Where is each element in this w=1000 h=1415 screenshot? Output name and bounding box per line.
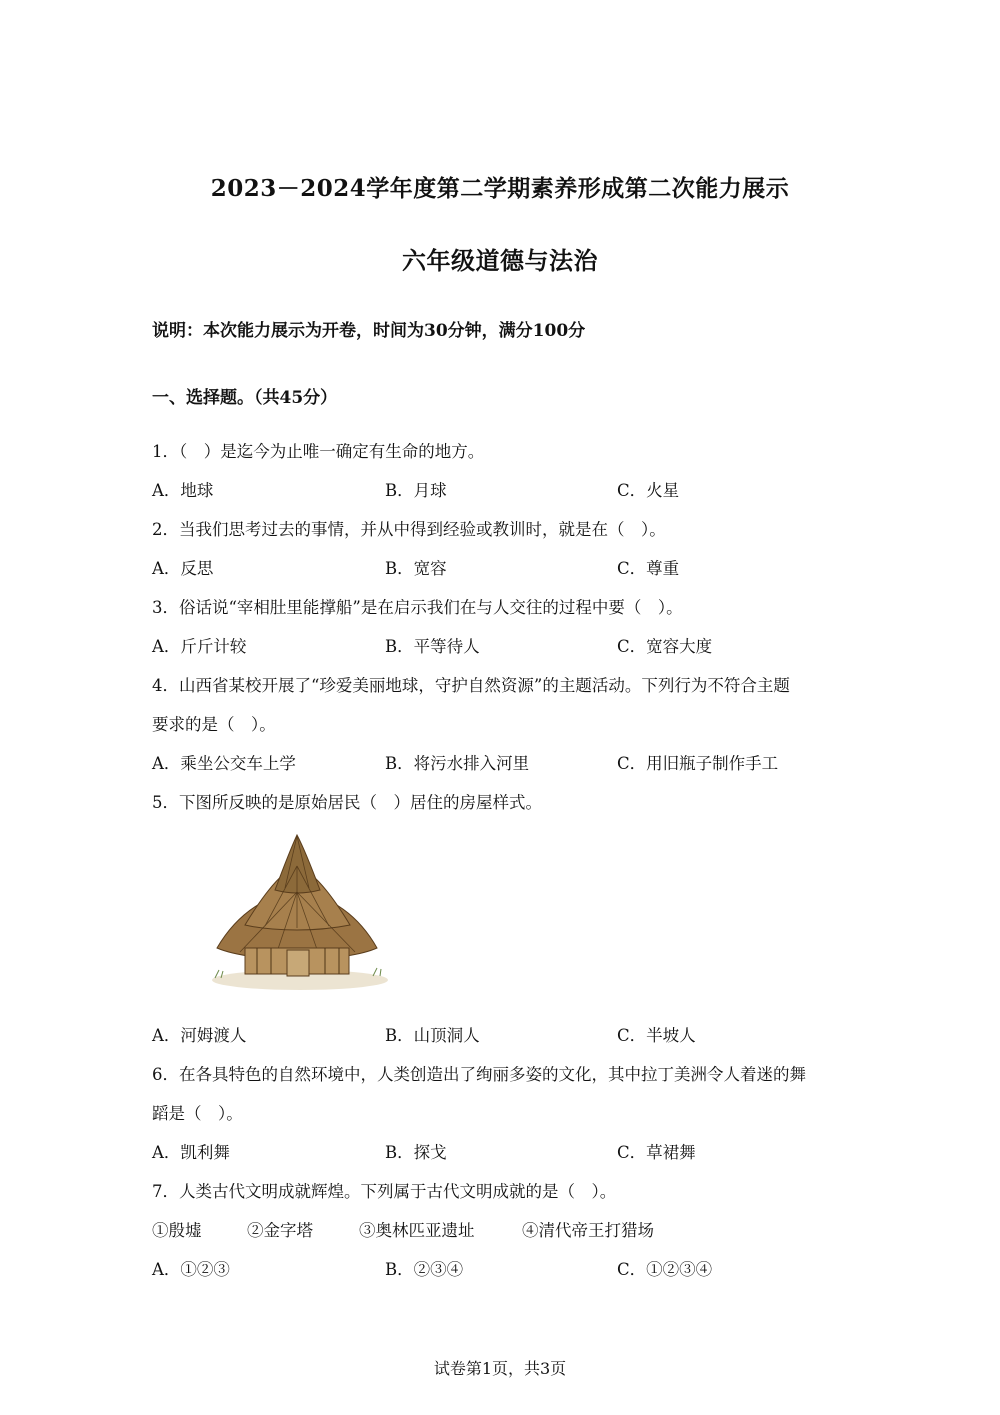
page-footer: 试卷第1页，共3页: [433, 1359, 567, 1378]
question-5-stem: 5．下图所反映的是原始居民（ ）居住的房屋样式。: [152, 793, 542, 812]
question-7-item-4: ④清代帝王打猎场: [522, 1221, 654, 1240]
question-6-option-b: B．探戈: [385, 1143, 447, 1162]
question-2-option-b: B．宽容: [385, 559, 447, 578]
question-7-option-b: B．②③④: [385, 1260, 464, 1279]
question-2-option-a: A．反思: [152, 559, 214, 578]
question-5-option-a: A．河姆渡人: [152, 1026, 247, 1045]
question-5-option-b: B．山顶洞人: [385, 1026, 480, 1045]
question-3-option-c: C．宽容大度: [617, 637, 713, 656]
thatched-hut-image: [205, 830, 390, 995]
exam-subtitle: 六年级道德与法治: [402, 246, 598, 275]
question-6-option-a: A．凯利舞: [152, 1143, 230, 1162]
question-7-option-c: C．①②③④: [617, 1260, 713, 1279]
question-7-item-3: ③奥林匹亚遗址: [359, 1221, 475, 1240]
question-3-option-a: A．斤斤计较: [152, 637, 247, 656]
exam-instructions: 说明：本次能力展示为开卷，时间为30分钟，满分100分: [152, 321, 586, 341]
question-3-option-b: B．平等待人: [385, 637, 480, 656]
question-1-option-a: A．地球: [152, 481, 214, 500]
question-4-option-c: C．用旧瓶子制作手工: [617, 754, 779, 773]
question-6-stem-line1: 6．在各具特色的自然环境中，人类创造出了绚丽多姿的文化，其中拉丁美洲令人着迷的舞: [152, 1065, 806, 1084]
exam-title: 2023－2024学年度第二学期素养形成第二次能力展示: [210, 175, 790, 202]
question-1-option-c: C．火星: [617, 481, 680, 500]
question-7-item-2: ②金字塔: [247, 1221, 313, 1240]
question-4-stem-line1: 4．山西省某校开展了“珍爱美丽地球，守护自然资源”的主题活动。下列行为不符合主题: [152, 676, 790, 695]
question-6-option-c: C．草裙舞: [617, 1143, 696, 1162]
question-1-stem: 1．（ ）是迄今为止唯一确定有生命的地方。: [152, 442, 485, 461]
question-2-stem: 2．当我们思考过去的事情，并从中得到经验或教训时，就是在（ ）。: [152, 520, 666, 539]
section-heading: 一、选择题。（共45分）: [152, 388, 338, 408]
question-2-option-c: C．尊重: [617, 559, 680, 578]
question-4-option-b: B．将污水排入河里: [385, 754, 530, 773]
question-3-stem: 3．俗话说“宰相肚里能撑船”是在启示我们在与人交往的过程中要（ ）。: [152, 598, 683, 617]
question-6-stem-line2: 蹈是（ ）。: [152, 1104, 243, 1123]
question-1-option-b: B．月球: [385, 481, 447, 500]
question-4-option-a: A．乘坐公交车上学: [152, 754, 296, 773]
question-7-option-a: A．①②③: [152, 1260, 230, 1279]
question-7-item-1: ①殷墟: [152, 1221, 202, 1240]
question-4-stem-line2: 要求的是（ ）。: [152, 715, 276, 734]
question-5-option-c: C．半坡人: [617, 1026, 696, 1045]
question-7-stem: 7．人类古代文明成就辉煌。下列属于古代文明成就的是（ ）。: [152, 1182, 617, 1201]
